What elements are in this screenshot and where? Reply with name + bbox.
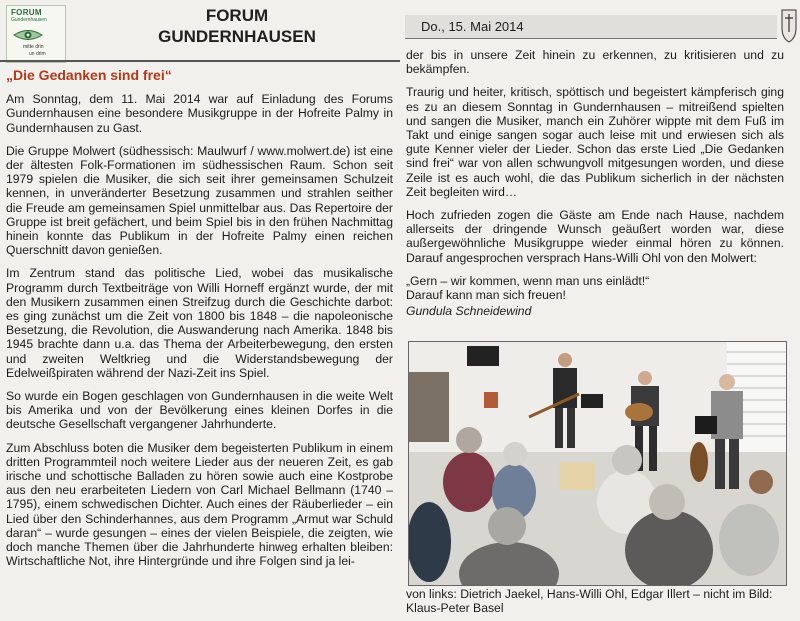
author-byline: Gundula Schneidewind [406, 304, 532, 319]
paragraph: Am Sonntag, dem 11. Mai 2014 war auf Einladung des Forums Gundernhausen eine besondere Musikgruppe in der Hofreite Palmy in Gundernhausen zu Gast. [6, 92, 393, 135]
masthead-line-1: FORUM [205, 6, 269, 25]
header-rule [0, 60, 400, 62]
paragraph: Zum Abschluss boten die Musiker dem begeisterten Publikum in einem dritten Programmteil noch weitere Lieder aus der neueren Zeit, es gab irische und schottische Balladen zu hören sowie auch eine Kostprobe aus den neu erarbeiteten Liedern von Carl Michael Bellmann (1740 – 1795), einem schwedischen Dichter. Auch eines der Räuberlieder – ein Lied über den Schinderhannes, aus dem Programm „Armut war Schuld daran“ – wurde gesungen – eines der vielen Beispiele, die zeigten, wie doch manche Themen über die Jahrhunderte hinweg erhalten bleiben: Wirtschaftliche Not, ihre Hintergründe und ihre Folgen sind ja lei- [6, 440, 393, 569]
paragraph: Im Zentrum stand das politische Lied, wobei das musikalische Programm durch Textbeiträge von Willi Horneff ergänzt wurde, der mit den Musikern zusammen einen Streifzug durch die Geschichte darbot: es ging zunächst um die Zeit von 1800 bis 1848 – die napoleonische Besetzung, die Revolution, die Auswanderung nach Amerika. 1848 bis 1945 brachte dann u.a. das Thema der Arbeiterbewegung, den ersten und zweiten Weltkrieg und die Widerstandsbewegung der Edelweißpiraten während der Nazi-Zeit ins Spiel. [6, 266, 393, 380]
forum-logo [6, 5, 66, 63]
date-header: Do., 15. Mai 2014 [405, 15, 777, 39]
right-column [406, 48, 784, 318]
closing-quote: „Gern – wir kommen, wenn man uns einlädt!“ [406, 273, 650, 288]
article-headline: „Die Gedanken sind frei“ [6, 67, 172, 83]
left-column [6, 68, 393, 578]
masthead-line-2: GUNDERNHAUSEN [158, 27, 316, 46]
coat-of-arms-icon [780, 6, 798, 46]
eye-icon [13, 28, 43, 42]
paragraph: der bis in unsere Zeit hinein zu erkennen, zu kritisieren und zu bekämpfen. [406, 48, 784, 77]
logo-tagline-1: mitte drin [23, 44, 44, 50]
photo-caption: von links: Dietrich Jaekel, Hans-Willi Ohl, Edgar Illert – nicht im Bild: Klaus-Peter Basel [406, 587, 773, 616]
concert-photo [408, 341, 787, 586]
logo-subname: Gundernhausen [11, 17, 47, 23]
paragraph: Hoch zufrieden zogen die Gäste am Ende nach Hause, nachdem allerseits der dringende Wunsch geäußert worden war, diese außergewöhnliche Musikgruppe wieder einmal hören zu können. Darauf angesprochen versprach Hans-Willi Ohl von den Molwert: [406, 208, 784, 265]
paragraph: So wurde ein Bogen geschlagen von Gundernhausen in die weite Welt bis Amerika und von der Bevölkerung eines kleinen Dorfes in die deutsche Gesellschaft vergangener Jahrhunderte. [6, 389, 393, 432]
logo-name: FORUM [11, 8, 42, 17]
masthead [72, 5, 402, 47]
paragraph: Traurig und heiter, kritisch, spöttisch und begeistert kämpferisch ging es zu an diesem Sonntag in Gundernhausen – mitreißend spielten und sangen die Musiker, manch ein Zuhörer wippte mit dem Fuß im Takt und einige sangen sogar auch leise mit und erwiesen sich als gute Kenner vieler der Lieder. Schon das erste Lied „Die Gedanken sind frei“ war von allen schwungvoll mitgesungen worden, und diese Zeile ist es auch wohl, die das Publikum sicherlich in der nächsten Zeit begleiten wird… [406, 85, 784, 199]
closing-remark: Darauf kann man sich freuen! [406, 288, 566, 303]
logo-tagline-2: un drim [29, 51, 46, 57]
paragraph: Die Gruppe Molwert (südhessisch: Maulwurf / www.molwert.de) ist eine der ältesten Folk-Formationen im südhessischen Raum. Schon seit 1979 spielen die Musiker, die sich seit ihrer gemeinsamen Schulzeit kennen, in unveränderter Besetzung zusammen und strahlen seither die Freude am gemeinsamen Spiel unmittelbar aus. Das Repertoire der Gruppe ist breit gefächert, und beim Spiel bis in den frühen Nachmittag hinein konnte das Publikum in der Hofreite Palmy einen reichen Querschnitt davon genießen. [6, 143, 393, 258]
